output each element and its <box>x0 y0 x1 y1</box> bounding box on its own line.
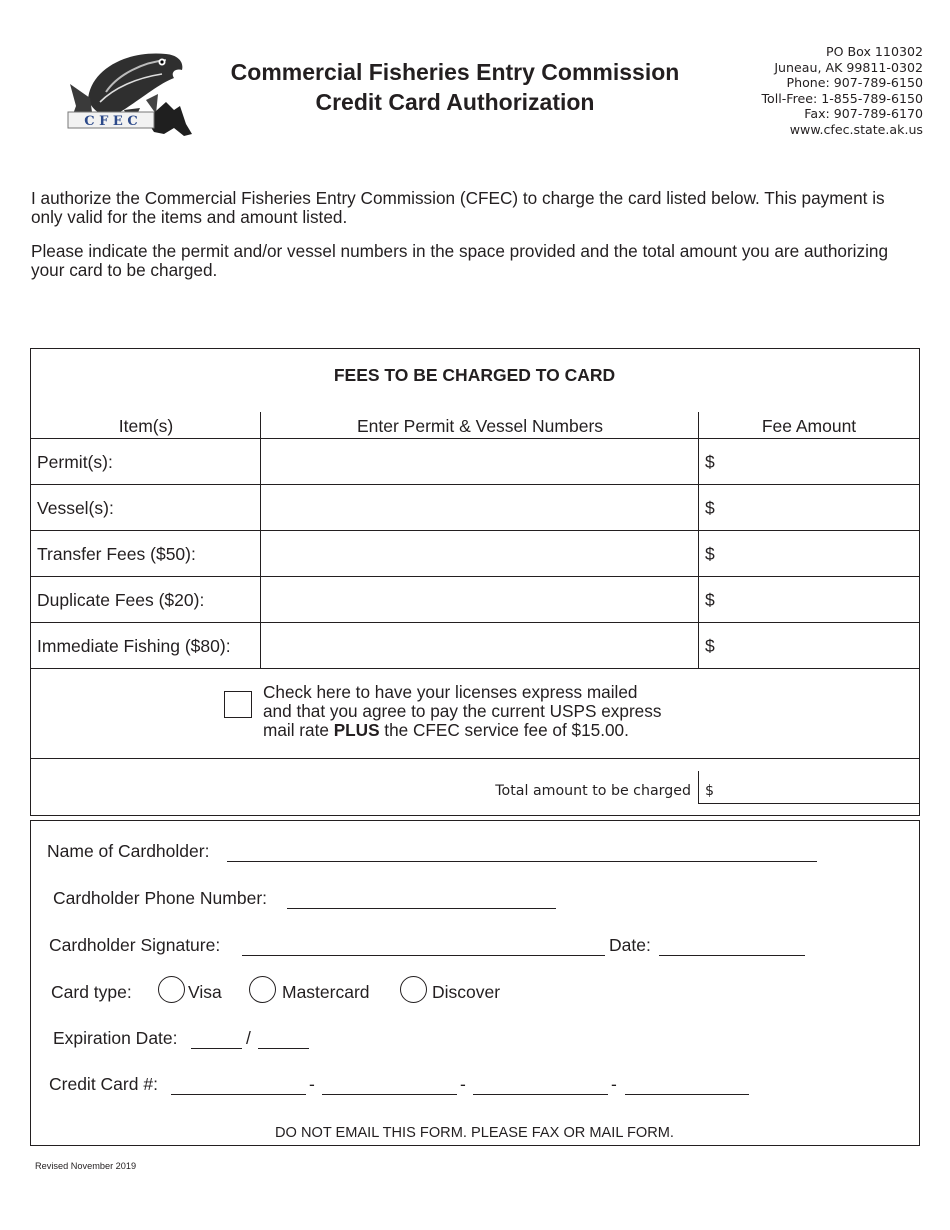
contact-website[interactable]: www.cfec.state.ak.us <box>789 121 923 137</box>
expiration-date-label: Expiration Date: <box>53 1028 178 1048</box>
duplicate-numbers-field[interactable] <box>262 578 697 621</box>
logo-text: C F E C <box>84 114 138 129</box>
row-divider <box>31 576 919 577</box>
form-title-line1: Commercial Fisheries Entry Commission <box>230 59 680 85</box>
permit-numbers-field[interactable] <box>262 440 697 483</box>
credit-card-separator: - <box>460 1074 466 1094</box>
expiration-year-underline <box>258 1048 309 1049</box>
cardholder-signature-field[interactable] <box>242 929 605 955</box>
intro-paragraph-authorization: I authorize the Commercial Fisheries Entry Commission (CFEC) to charge the card listed below. This payment is only valid for the items and amount listed. <box>31 188 885 227</box>
cardholder-signature-label: Cardholder Signature: <box>49 935 221 955</box>
row-label-vessels: Vessel(s): <box>37 498 114 518</box>
vessel-fee-amount-field[interactable] <box>721 486 917 529</box>
row-divider <box>31 438 919 439</box>
cardholder-phone-label: Cardholder Phone Number: <box>53 888 268 908</box>
currency-symbol: $ <box>705 636 715 656</box>
credit-card-group4-underline <box>625 1094 749 1095</box>
form-title-line2: Credit Card Authorization <box>315 89 595 115</box>
row-label-immediate-fishing: Immediate Fishing ($80): <box>37 636 231 656</box>
revision-date: Revised November 2019 <box>35 1161 137 1171</box>
contact-fax: Fax: 907-789-6170 <box>804 106 923 121</box>
express-mail-line1: Check here to have your licenses express mailed <box>263 682 638 702</box>
immediate-fishing-numbers-field[interactable] <box>262 624 697 667</box>
row-label-duplicate-fees: Duplicate Fees ($20): <box>37 590 205 610</box>
visa-label[interactable]: Visa <box>188 982 222 1002</box>
row-divider <box>31 484 919 485</box>
row-divider <box>31 668 919 669</box>
total-divider <box>698 771 699 803</box>
contact-toll-free: Toll-Free: 1-855-789-6150 <box>761 90 923 106</box>
cardholder-name-field[interactable] <box>227 835 817 861</box>
cardholder-phone-underline <box>287 908 556 909</box>
mastercard-label[interactable]: Mastercard <box>282 982 370 1002</box>
expiration-month-field[interactable] <box>191 1022 242 1048</box>
column-divider <box>698 412 699 669</box>
transfer-numbers-field[interactable] <box>262 532 697 575</box>
credit-card-group3-underline <box>473 1094 608 1095</box>
cardholder-phone-field[interactable] <box>287 882 556 908</box>
express-mail-plus-emphasis: PLUS <box>333 720 380 740</box>
currency-symbol: $ <box>705 590 715 610</box>
expiration-separator: / <box>246 1028 251 1048</box>
date-underline <box>659 955 805 956</box>
total-underline <box>698 803 919 804</box>
contact-phone: Phone: 907-789-6150 <box>786 75 923 90</box>
row-divider <box>31 530 919 531</box>
fees-heading: FEES TO BE CHARGED TO CARD <box>333 365 616 385</box>
express-mail-text <box>263 683 661 740</box>
credit-card-group2-underline <box>322 1094 457 1095</box>
credit-card-number-label: Credit Card #: <box>49 1074 158 1094</box>
cardholder-name-label: Name of Cardholder: <box>47 841 210 861</box>
vessel-numbers-field[interactable] <box>262 486 697 529</box>
express-mail-checkbox[interactable] <box>224 691 252 718</box>
credit-card-separator: - <box>611 1074 617 1094</box>
permit-fee-amount-field[interactable] <box>721 440 917 483</box>
duplicate-fee-amount-field[interactable] <box>721 578 917 621</box>
intro-paragraph-instructions: Please indicate the permit and/or vessel numbers in the space provided and the total amount you are authorizing your card to be charged. <box>31 241 889 280</box>
row-divider <box>31 622 919 623</box>
date-field[interactable] <box>659 929 805 955</box>
credit-card-group3-field[interactable] <box>473 1068 608 1094</box>
total-label: Total amount to be charged <box>495 783 691 799</box>
cardholder-signature-underline <box>242 955 605 956</box>
credit-card-group1-field[interactable] <box>171 1068 306 1094</box>
credit-card-group4-field[interactable] <box>625 1068 749 1094</box>
row-label-transfer-fees: Transfer Fees ($50): <box>37 544 196 564</box>
total-amount-field[interactable] <box>721 773 917 803</box>
contact-city: Juneau, AK 99811-0302 <box>774 59 923 75</box>
expiration-month-underline <box>191 1048 242 1049</box>
total-currency-symbol: $ <box>705 783 715 799</box>
discover-label[interactable]: Discover <box>432 982 501 1002</box>
express-mail-line3-start: mail rate <box>263 720 334 740</box>
visa-radio[interactable] <box>158 976 185 1003</box>
expiration-year-field[interactable] <box>258 1022 309 1048</box>
immediate-fishing-fee-amount-field[interactable] <box>721 624 917 667</box>
contact-po-box: PO Box 110302 <box>826 44 923 59</box>
column-header-items: Item(s) <box>118 416 174 436</box>
do-not-email-notice: DO NOT EMAIL THIS FORM. PLEASE FAX OR MAIL FORM. <box>275 1125 674 1141</box>
date-label: Date: <box>609 935 651 955</box>
express-mail-line3 <box>263 721 661 740</box>
fees-table <box>30 348 920 816</box>
credit-card-group1-underline <box>171 1094 306 1095</box>
currency-symbol: $ <box>705 452 715 472</box>
transfer-fee-amount-field[interactable] <box>721 532 917 575</box>
express-mail-line3-end: the CFEC service fee of $15.00. <box>379 720 629 740</box>
credit-card-group2-field[interactable] <box>322 1068 457 1094</box>
cardholder-section <box>30 820 920 1146</box>
column-header-numbers: Enter Permit & Vessel Numbers <box>356 416 604 436</box>
column-divider <box>260 412 261 669</box>
card-type-label: Card type: <box>51 982 132 1002</box>
row-label-permits: Permit(s): <box>37 452 113 472</box>
currency-symbol: $ <box>705 544 715 564</box>
currency-symbol: $ <box>705 498 715 518</box>
contact-block <box>761 44 923 137</box>
column-header-fee-amount: Fee Amount <box>761 416 857 436</box>
discover-radio[interactable] <box>400 976 427 1003</box>
mastercard-radio[interactable] <box>249 976 276 1003</box>
credit-card-separator: - <box>309 1074 315 1094</box>
cardholder-name-underline <box>227 861 817 862</box>
express-mail-line2: and that you agree to pay the current USPS express <box>263 701 662 721</box>
row-divider <box>31 758 919 759</box>
